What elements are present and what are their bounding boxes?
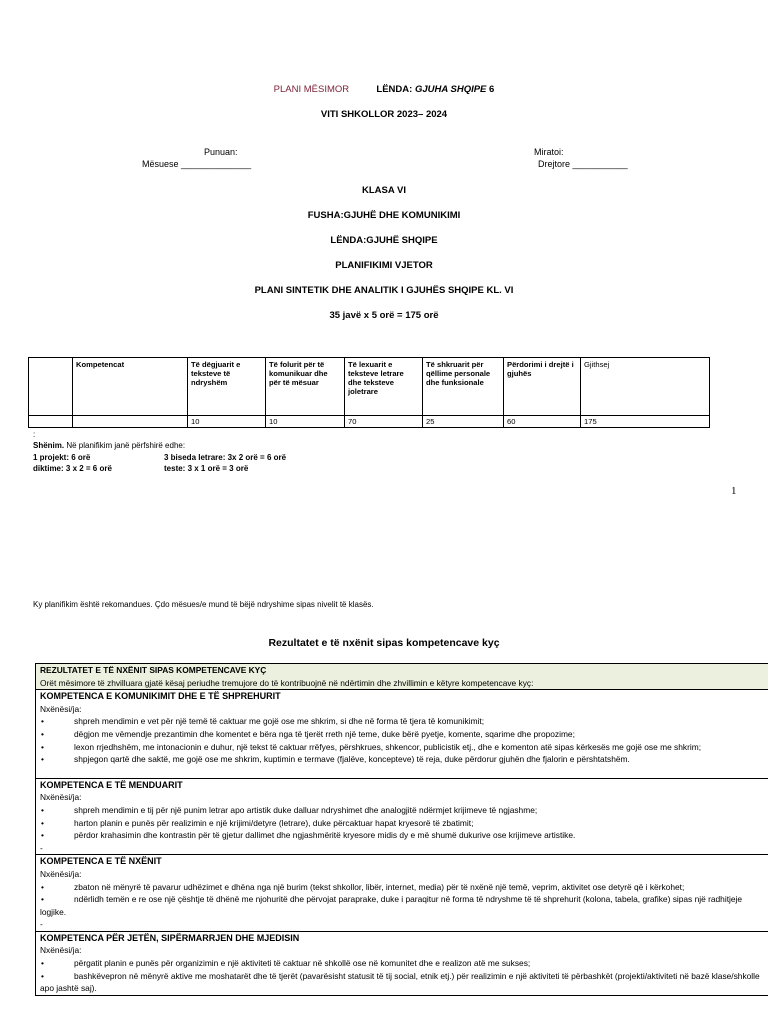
recommendation-text: Ky planifikim është rekomandues. Çdo mësues/e mund të bëjë ndryshime sipas nivelit të klasës.	[33, 600, 374, 609]
field-title: FUSHA:GJUHË DHE KOMUNIKIMI	[307, 210, 461, 221]
bullet-icon: •	[41, 741, 44, 752]
list-item	[40, 829, 767, 842]
prepared-label: Punuan:	[204, 147, 238, 157]
bullet-icon: •	[41, 804, 44, 815]
summary-header-cell: Përdorimi i drejtë i gjuhës	[504, 358, 581, 416]
summary-value-cell	[73, 416, 188, 428]
synthetic-plan-title: PLANI SINTETIK DHE ANALITIK I GJUHËS SHQIPE KL. VI	[254, 285, 514, 296]
summary-value-cell: 25	[423, 416, 504, 428]
list-item-text: përgatit planin e punës për organizimin e një aktiviteti të caktuar në shkollë ose në komunitet dhe e realizon atë me sukses;	[74, 958, 531, 969]
competence-life-entrepreneurship	[36, 932, 768, 995]
competence-learning	[36, 855, 768, 932]
list-item	[40, 893, 767, 918]
list-item	[40, 957, 767, 970]
director-label: Drejtore	[538, 159, 571, 169]
summary-header-cell: Të folurit për të komunikuar dhe për të mësuar	[266, 358, 345, 416]
summary-value-cell: 175	[581, 416, 710, 428]
summary-header-cell	[29, 358, 73, 416]
competence-sub: Nxënësi/ja:	[40, 945, 82, 956]
summary-header-cell: Të shkruarit për qëllime personale dhe funksionale	[423, 358, 504, 416]
note-line	[33, 441, 185, 450]
list-item-text: përdor krahasimin dhe kontrastin për të gjetur dallimet dhe ngjashmëritë kryesore midis dy e më shumë dukurive ose krijimeve artistike.	[74, 830, 576, 841]
list-item-text: dëgjon me vëmendje prezantimin dhe komentet e bëra nga të tjerët rreth një teme, duke bërë pyetje, komente, sqarime dhe propozime;	[74, 728, 575, 739]
results-title: Rezultatet e të nxënit sipas kompetencave kyç	[268, 637, 500, 649]
list-item	[40, 970, 767, 995]
summary-value-cell: 60	[504, 416, 581, 428]
section-dash: -	[40, 842, 43, 853]
summary-value-cell: 10	[188, 416, 266, 428]
subject-title: LËNDA:GJUHË SHQIPE	[330, 235, 438, 246]
section-spacer	[40, 766, 767, 778]
list-item-text: zbaton në mënyrë të pavarur udhëzimet e dhëna nga një burim (tekst shkollor, libër, internet, media) për të nxënë një temë, veprim, aktivitet ose detyrë që i kërkohet;	[74, 881, 685, 892]
list-item-text: lexon rrjedhshëm, me intonacionin e duhur, një tekst të caktuar rrëfyes, përshkrues, shkencor, publicistik etj., dhe e komenton atë sipas kërkesës me gojë ose me shkrim;	[74, 741, 702, 752]
bullet-icon: •	[41, 716, 44, 727]
annual-plan-title: PLANIFIKIMI VJETOR	[335, 260, 433, 271]
list-item-text: harton planin e punës për realizimin e një krijimi/detyre (letrare), duke përcaktuar hapat kryesorë të zbatimit;	[74, 817, 474, 828]
note-talks: 3 biseda letrare: 3x 2 orë = 6 orë	[164, 453, 287, 462]
bullet-icon: •	[41, 958, 44, 969]
note-text: Në planifikim janë përfshirë edhe:	[64, 441, 186, 450]
section-dash: -	[40, 919, 43, 930]
plan-label: PLANI MËSIMOR	[273, 84, 350, 95]
summary-header-cell: Kompetencat	[73, 358, 188, 416]
list-item-text: shpjegon qartë dhe saktë, me gojë ose me shkrim, kuptimin e termave (fjalëve, koncepteve) të reja, duke përdorur gjuhën dhe fjalorin e përshtatshëm.	[74, 754, 630, 765]
competences-box	[35, 663, 768, 996]
summary-table	[28, 357, 710, 428]
banner-title: REZULTATET E TË NXËNIT SIPAS KOMPETENCAVE KYÇ	[40, 665, 267, 675]
competence-communication	[36, 690, 768, 779]
summary-values-row	[29, 416, 710, 428]
competence-title: KOMPETENCA E TË MENDUARIT	[40, 779, 183, 790]
bullet-icon: •	[41, 728, 44, 739]
list-item-text: ndërlidh temën e re ose një çështje të dhënë me njohuritë dhe përvojat paraprake, duke i paraqitur në forma të ndryshme të të shprehurit (kolona, tabela, grafike) sipas një radhitjeje logjike.	[40, 894, 743, 917]
summary-header-row	[29, 358, 710, 416]
subject-value: GJUHA SHQIPE	[414, 84, 487, 95]
subject-label: LËNDA:	[376, 84, 413, 95]
list-item	[40, 817, 767, 830]
summary-header-cell: Të dëgjuarit e teksteve të ndryshëm	[188, 358, 266, 416]
note-bold: Shënim.	[33, 441, 65, 450]
list-item	[40, 881, 767, 894]
bullet-icon: •	[41, 817, 44, 828]
plan-header-line	[0, 84, 768, 95]
note-colon: :	[33, 430, 36, 439]
bullet-icon: •	[41, 830, 44, 841]
bullet-icon: •	[41, 881, 44, 892]
summary-value-cell: 10	[266, 416, 345, 428]
summary-header-cell: Gjithsej	[581, 358, 710, 416]
school-year: VITI SHKOLLOR 2023– 2024	[320, 109, 448, 120]
list-item	[40, 753, 767, 766]
grade-number: 6	[489, 84, 495, 95]
list-item-text: shpreh mendimin e vet për një temë të caktuar me gojë ose me shkrim, si dhe në forma të tjera të komunikimit;	[74, 716, 485, 727]
teacher-blank: ______________	[181, 159, 252, 169]
class-title: KLASA VI	[362, 185, 406, 196]
bullet-icon: •	[41, 894, 44, 905]
list-item-text: shpreh mendimin e tij për një punim letrar apo artistik duke dalluar ndryshimet dhe analogjitë ndërmjet krijimeve të ngjashme;	[74, 804, 538, 815]
bullet-icon: •	[41, 970, 44, 981]
summary-value-cell	[29, 416, 73, 428]
competence-thinking	[36, 779, 768, 856]
competence-sub: Nxënësi/ja:	[40, 703, 82, 714]
competence-title: KOMPETENCA E KOMUNIKIMIT DHE E TË SHPREHURIT	[40, 691, 281, 702]
page-number: 1	[731, 485, 737, 497]
competence-sub: Nxënësi/ja:	[40, 868, 82, 879]
bullet-icon: •	[41, 754, 44, 765]
teacher-label: Mësuese	[142, 159, 179, 169]
competence-title: KOMPETENCA E TË NXËNIT	[40, 856, 162, 867]
summary-value-cell: 70	[345, 416, 423, 428]
summary-header-cell: Të lexuarit e teksteve letrare dhe teksteve joletrare	[345, 358, 423, 416]
list-item	[40, 741, 767, 754]
hours-title: 35 javë x 5 orë = 175 orë	[329, 310, 439, 321]
teacher-line	[142, 159, 251, 169]
list-item	[40, 715, 767, 728]
director-line	[538, 159, 628, 169]
list-item-text: bashkëvepron në mënyrë aktive me moshatarët dhe të tjerët (pavarësisht statusit të tij social, etnik etj.) për realizimin e një aktiviteti të përbashkët (projekti/aktiviteti në bazë klase/shkolle apo jashtë saj).	[40, 970, 760, 994]
list-item	[40, 804, 767, 817]
approved-label: Miratoi:	[534, 147, 564, 157]
competence-title: KOMPETENCA PËR JETËN, SIPËRMARRJEN DHE MJEDISIN	[40, 932, 300, 943]
competence-sub: Nxënësi/ja:	[40, 792, 82, 803]
note-project: 1 projekt: 6 orë	[33, 453, 91, 462]
director-blank: ___________	[572, 159, 628, 169]
note-tests: teste: 3 x 1 orë = 3 orë	[164, 464, 249, 473]
note-dictation: diktime: 3 x 2 = 6 orë	[33, 464, 112, 473]
banner-text: Orët mësimore të zhvilluara gjatë kësaj periudhe tremujore do të kontribuojnë në ndërtimin dhe zhvillimin e këtyre kompetencave kyç:	[40, 677, 534, 688]
competences-banner	[36, 664, 768, 690]
list-item	[40, 728, 767, 741]
